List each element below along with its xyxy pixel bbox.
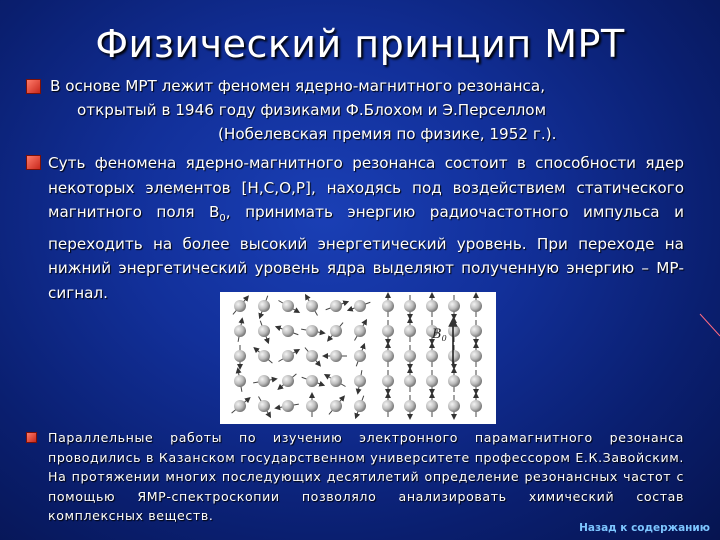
spin-random (306, 395, 318, 417)
spin-aligned (382, 320, 394, 342)
spin-aligned (470, 320, 482, 342)
spin-aligned (382, 295, 394, 317)
back-to-contents-link[interactable]: Назад к содержанию (579, 522, 710, 534)
spin-random (258, 396, 270, 415)
spin-random (354, 346, 366, 367)
spin-random (280, 374, 297, 388)
spin-random (278, 350, 297, 362)
spin-random (233, 298, 247, 315)
spin-random (256, 349, 273, 363)
spin-aligned (426, 295, 438, 317)
spin-aligned (448, 395, 460, 417)
spin-aligned (448, 370, 460, 392)
spin-random (329, 398, 343, 415)
bullet-square-icon (26, 79, 41, 94)
spin-aligned (404, 370, 416, 392)
nmr-text-part-1: Суть феномена ядерно-магнитного резонанса состоит в способности ядер некоторых элементов [Н,С,О,Р], находясь под воздействием статического магнитного поля В (48, 154, 684, 221)
spin-random (258, 296, 270, 317)
spin-aligned (470, 370, 482, 392)
b0-field-label: $B_0$ (432, 327, 447, 343)
spin-random (354, 370, 366, 392)
spin-aligned (382, 395, 394, 417)
spin-aligned (382, 370, 394, 392)
bullet-square-icon (26, 155, 41, 170)
aligned-spins-lattice (382, 295, 482, 417)
spin-aligned (470, 395, 482, 417)
spin-diagram (220, 292, 496, 424)
spin-random (232, 399, 249, 413)
spin-random (301, 325, 323, 337)
spin-aligned (426, 395, 438, 417)
spin-random (306, 296, 318, 315)
spin-random (253, 375, 275, 387)
intro-line-1: В основе МРТ лежит феномен ядерно-магнитного резонанса, (50, 77, 546, 95)
spin-random (354, 321, 366, 340)
spin-random (326, 375, 345, 387)
spin-random (234, 320, 246, 342)
intro-line-3: (Нобелевская премия по физике, 1952 г.). (218, 125, 557, 143)
spin-random (234, 370, 246, 392)
spin-aligned (426, 345, 438, 367)
spin-aligned (448, 295, 460, 317)
random-spins-lattice (232, 296, 371, 417)
spin-random (325, 350, 347, 362)
spin-aligned (404, 295, 416, 317)
b0-subscript: 0 (219, 213, 226, 225)
intro-paragraph (48, 74, 688, 146)
spin-random (302, 375, 323, 387)
spin-random (258, 321, 270, 342)
spin-random (329, 323, 343, 340)
spin-random (277, 400, 299, 412)
spin-random (354, 396, 366, 417)
decorative-line (690, 292, 720, 342)
spin-random (278, 300, 297, 312)
spin-random (350, 300, 371, 312)
intro-line-2: открытый в 1946 году физиками Ф.Блохом и Э.Перселлом (77, 101, 547, 119)
spin-random (234, 345, 246, 367)
spin-aligned (404, 395, 416, 417)
spin-diagram-figure (220, 292, 496, 424)
spin-random (305, 348, 319, 365)
nmr-text-part-2: , принимать энергию радиочастотного импульса и переходить на более высокий энергетический уровень. При переходе на нижний энергетический уровень ядра выделяют полученную энергию – МР-сигнал. (48, 203, 684, 302)
spin-aligned (382, 345, 394, 367)
spin-aligned (404, 345, 416, 367)
spin-aligned (448, 345, 460, 367)
bullet-square-icon (26, 432, 37, 443)
spin-aligned (404, 320, 416, 342)
spin-aligned (470, 345, 482, 367)
spin-aligned (470, 295, 482, 317)
spin-random (326, 300, 347, 312)
spin-aligned (426, 370, 438, 392)
nmr-description-paragraph (48, 151, 684, 305)
spin-aligned (448, 320, 460, 342)
history-paragraph: Параллельные работы по изучению электронного парамагнитного резонанса проводились в Казанском государственном университете профессором Е.К.Завойским. На протяжении многих последующих десятилетий определение резонансных частот с помощью ЯМР-спектроскопии позволяло анализировать химический состав комплексных веществ. (48, 430, 684, 523)
slide-title: Физический принцип МРТ (95, 22, 625, 66)
spin-random (278, 325, 299, 337)
